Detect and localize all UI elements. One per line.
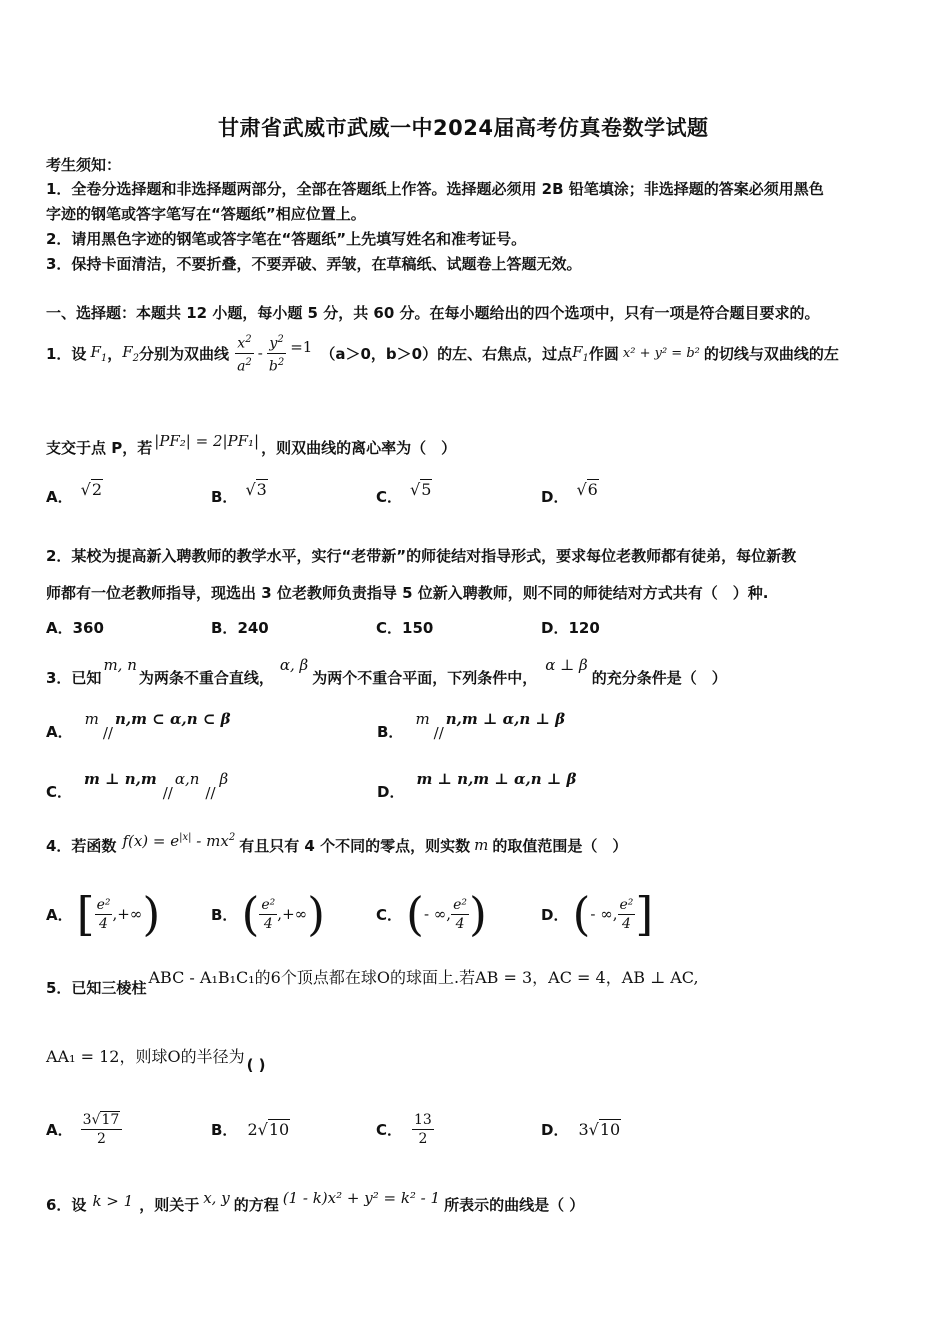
question-5-options (46, 1104, 666, 1154)
q4-option-a[interactable] (46, 884, 160, 944)
q1-f2: F (122, 342, 133, 361)
q1-sep: ， (107, 344, 123, 363)
q1-f1b: F (572, 342, 583, 361)
bracket-right: ) (142, 887, 161, 941)
q6-k: k > 1 (92, 1192, 134, 1210)
option-frac: $\frac{\text{e²}}{4}$ (619, 896, 634, 932)
q6-xy: x, y (203, 1189, 230, 1207)
q3-option-b[interactable] (377, 706, 565, 742)
q6-text-3: 的方程 (233, 1195, 279, 1214)
question-5-line-2 (46, 1044, 266, 1078)
q2-option-a[interactable]: A．360 (46, 619, 104, 637)
q4-option-c[interactable] (376, 884, 487, 944)
option-label: A． (46, 723, 73, 741)
notice-item-3: 3．保持卡面清洁，不要折叠，不要弄破、弄皱，在草稿纸、试题卷上答题无效。 (46, 255, 582, 273)
question-2-line-1: 2．某校为提高新入聘教师的教学水平，实行“老带新”的师徒结对指导形式，要求每位老教师都有徒弟，每位新教 (46, 547, 797, 565)
q1-option-d[interactable] (541, 480, 599, 507)
q2-option-c[interactable]: C．150 (376, 619, 434, 637)
q6-text-4: 所表示的曲线是（ ） (444, 1195, 585, 1214)
bracket-left: ( (572, 887, 591, 941)
q6-equation: (1 - k)x² + y² = k² - 1 (282, 1189, 441, 1207)
option-label: A． (46, 905, 73, 924)
option-label: A． (46, 1120, 73, 1139)
option-label: C． (46, 783, 73, 801)
option-beta: β (219, 770, 229, 788)
section-heading: 一、选择题：本题共 12 小题，每小题 5 分，共 60 分。在每小题给出的四个选项中，只有一项是符合题目要求的。 (46, 304, 820, 322)
q4-option-b[interactable] (211, 884, 325, 944)
option-sqrt: √5 (410, 480, 432, 499)
option-label: B． (211, 905, 238, 924)
question-5-line-1 (46, 968, 699, 998)
question-2-line-2: 师都有一位老教师指导，现选出 3 位老教师负责指导 5 位新入聘教师，则不同的师徒结对方式共有（ ）种. (46, 584, 769, 602)
q1-frac-x: $\frac{x^2}{a^2}$ (235, 331, 254, 375)
q6-text-2: ，则关于 (139, 1195, 200, 1214)
question-1-line-2 (46, 430, 456, 464)
notice-item-1-line-2: 字迹的钢笔或答字笔写在“答题纸”相应位置上。 (46, 205, 366, 223)
q1-minus: - (257, 344, 263, 362)
option-rest: m ⊥ n,m ⊥ α,n ⊥ β (416, 770, 577, 788)
notice-heading: 考生须知： (46, 156, 122, 174)
option-frac: $\frac{3√17}{2}$ (81, 1111, 123, 1148)
option-head: - ∞, (590, 905, 618, 923)
question-6-stem (46, 1186, 584, 1222)
q3-text-4: 的充分条件是（ ） (591, 669, 727, 687)
option-label: B． (211, 488, 238, 506)
q2-option-d[interactable]: D．120 (541, 619, 600, 637)
bracket-right: ) (468, 887, 487, 941)
option-label: B． (377, 723, 404, 741)
q5-intro: 5．已知三棱柱 (46, 979, 147, 997)
option-label: A． (46, 488, 73, 506)
option-label: C． (376, 905, 403, 924)
question-3-stem (46, 652, 727, 688)
option-label: C． (376, 1120, 403, 1139)
option-sqrt: √3 (245, 480, 267, 499)
option-label: D． (541, 1120, 569, 1139)
q5-option-c[interactable] (376, 1104, 434, 1154)
option-frac: $\frac{\text{e²}}{4}$ (96, 896, 111, 932)
question-1-options (46, 480, 606, 518)
q1-option-a[interactable] (46, 480, 103, 507)
q1-text-4: 的切线与双曲线的左 (703, 344, 839, 363)
q5-option-a[interactable] (46, 1104, 122, 1154)
notice-item-1-line-1: 1．全卷分选择题和非选择题两部分，全部在答题纸上作答。选择题必须用 2B 铅笔填涂；非选择题的答案必须用黑色 (46, 180, 824, 198)
q1-option-b[interactable] (211, 480, 268, 507)
option-label: C． (376, 488, 403, 506)
option-sqrt: 2√10 (247, 1119, 290, 1139)
parallel-symbol: // (102, 724, 113, 742)
bracket-left: [ (76, 887, 95, 941)
option-alpha: α,n (174, 770, 200, 788)
q1-f1: F (90, 342, 101, 361)
option-frac: $\frac{\text{e²}}{4}$ (261, 896, 276, 932)
q3-ab: α, β (279, 656, 309, 674)
option-tail: ,+∞ (112, 905, 143, 923)
question-4-options (46, 884, 666, 944)
option-rest: n,m ⊂ α,n ⊂ β (114, 710, 231, 728)
question-4-stem (46, 830, 627, 860)
option-m: m (84, 710, 99, 728)
bracket-left: ( (241, 887, 260, 941)
option-rest: n,m ⊥ α,n ⊥ β (445, 710, 566, 728)
bracket-left: ( (406, 887, 424, 941)
q3-option-a[interactable] (46, 706, 231, 742)
page-title: 甘肃省武威市武威一中2024届高考仿真卷数学试题 (218, 116, 709, 140)
option-label: B． (211, 1120, 238, 1139)
q4-m: m (474, 836, 489, 854)
option-frac: $\frac{13}{2}$ (414, 1111, 432, 1147)
option-frac: $\frac{\text{e²}}{4}$ (453, 896, 467, 932)
parallel-symbol: // (162, 784, 173, 802)
q1-frac-y: $\frac{y^2}{b^2}$ (267, 331, 286, 375)
q1-intro: 1．设 (46, 344, 87, 363)
q3-text-2: 为两条不重合直线， (138, 669, 274, 687)
q1-line2b: ，则双曲线的离心率为（ ） (261, 438, 457, 457)
option-sqrt: 3√10 (578, 1119, 621, 1139)
option-sqrt: √6 (576, 480, 598, 499)
q6-intro: 6．设 (46, 1195, 87, 1214)
q3-text-3: 为两个不重合平面，下列条件中， (312, 669, 538, 687)
q5-line2: AA₁ = 12，则球O的半径为 (46, 1047, 245, 1066)
option-head: - ∞, (423, 905, 452, 923)
q4-text-3: 的取值范围是（ ） (492, 836, 628, 855)
q4-text-2: 有且只有 4 个不同的零点，则实数 (239, 836, 471, 855)
option-tail: ,+∞ (277, 905, 308, 923)
q1-circle: x² + y² = b² (622, 345, 700, 361)
q3-option-c[interactable] (46, 766, 228, 802)
q5-prism: ABC - A₁B₁C₁的6个顶点都在球O的球面上.若AB = 3，AC = 4，AB ⊥ AC, (148, 968, 699, 987)
q1-line2a: 支交于点 P，若 (46, 438, 153, 457)
q3-mn: m, n (103, 656, 137, 674)
option-label: D． (541, 488, 569, 506)
q5-blank: ( ) (246, 1056, 266, 1074)
parallel-symbol: // (433, 724, 444, 742)
option-label: D． (377, 783, 405, 801)
q1-option-c[interactable] (376, 480, 432, 507)
q1-cond: （a＞0，b＞0）的左、右焦点，过点 (320, 344, 573, 363)
notice-item-2: 2．请用黑色字迹的钢笔或答字笔在“答题纸”上先填写姓名和准考证号。 (46, 230, 527, 248)
option-sqrt: √2 (80, 480, 102, 499)
q1-text-2: 分别为双曲线 (139, 344, 230, 363)
question-1-line-1: 1．设 $F_1$ ， $F_2$ 分别为双曲线 $\frac{x^2}{a^2}$ - $\frac{y^2}{b^2}$ =1 （a＞0，b＞0）的左、右焦点，过点 $F_1$ 作圆 x² + y² = b² 的切线与双曲线的左 (46, 328, 839, 378)
q2-option-b[interactable]: B．240 (211, 619, 269, 637)
option-lead: m ⊥ n,m (84, 770, 157, 788)
q3-perp: α ⊥ β (545, 656, 588, 674)
q4-function: $f(x) = e^{|x|} - mx^2$ (122, 832, 236, 850)
parallel-symbol: // (205, 784, 216, 802)
bracket-right: ) (307, 887, 326, 941)
q5-option-d[interactable] (541, 1104, 621, 1154)
q1-pf: |PF₂| = 2|PF₁| (154, 432, 260, 450)
q4-intro: 4．若函数 (46, 836, 117, 855)
q5-option-b[interactable] (211, 1104, 290, 1154)
q4-option-d[interactable] (541, 884, 653, 944)
option-m: m (415, 710, 430, 728)
option-label: D． (541, 905, 569, 924)
question-2-options (46, 617, 606, 639)
bracket-right: ] (635, 887, 654, 941)
q1-eq: =1 (290, 338, 313, 356)
q1-text-3: 作圆 (588, 344, 619, 363)
q3-option-d[interactable] (377, 766, 577, 802)
q3-intro: 3．已知 (46, 669, 102, 687)
